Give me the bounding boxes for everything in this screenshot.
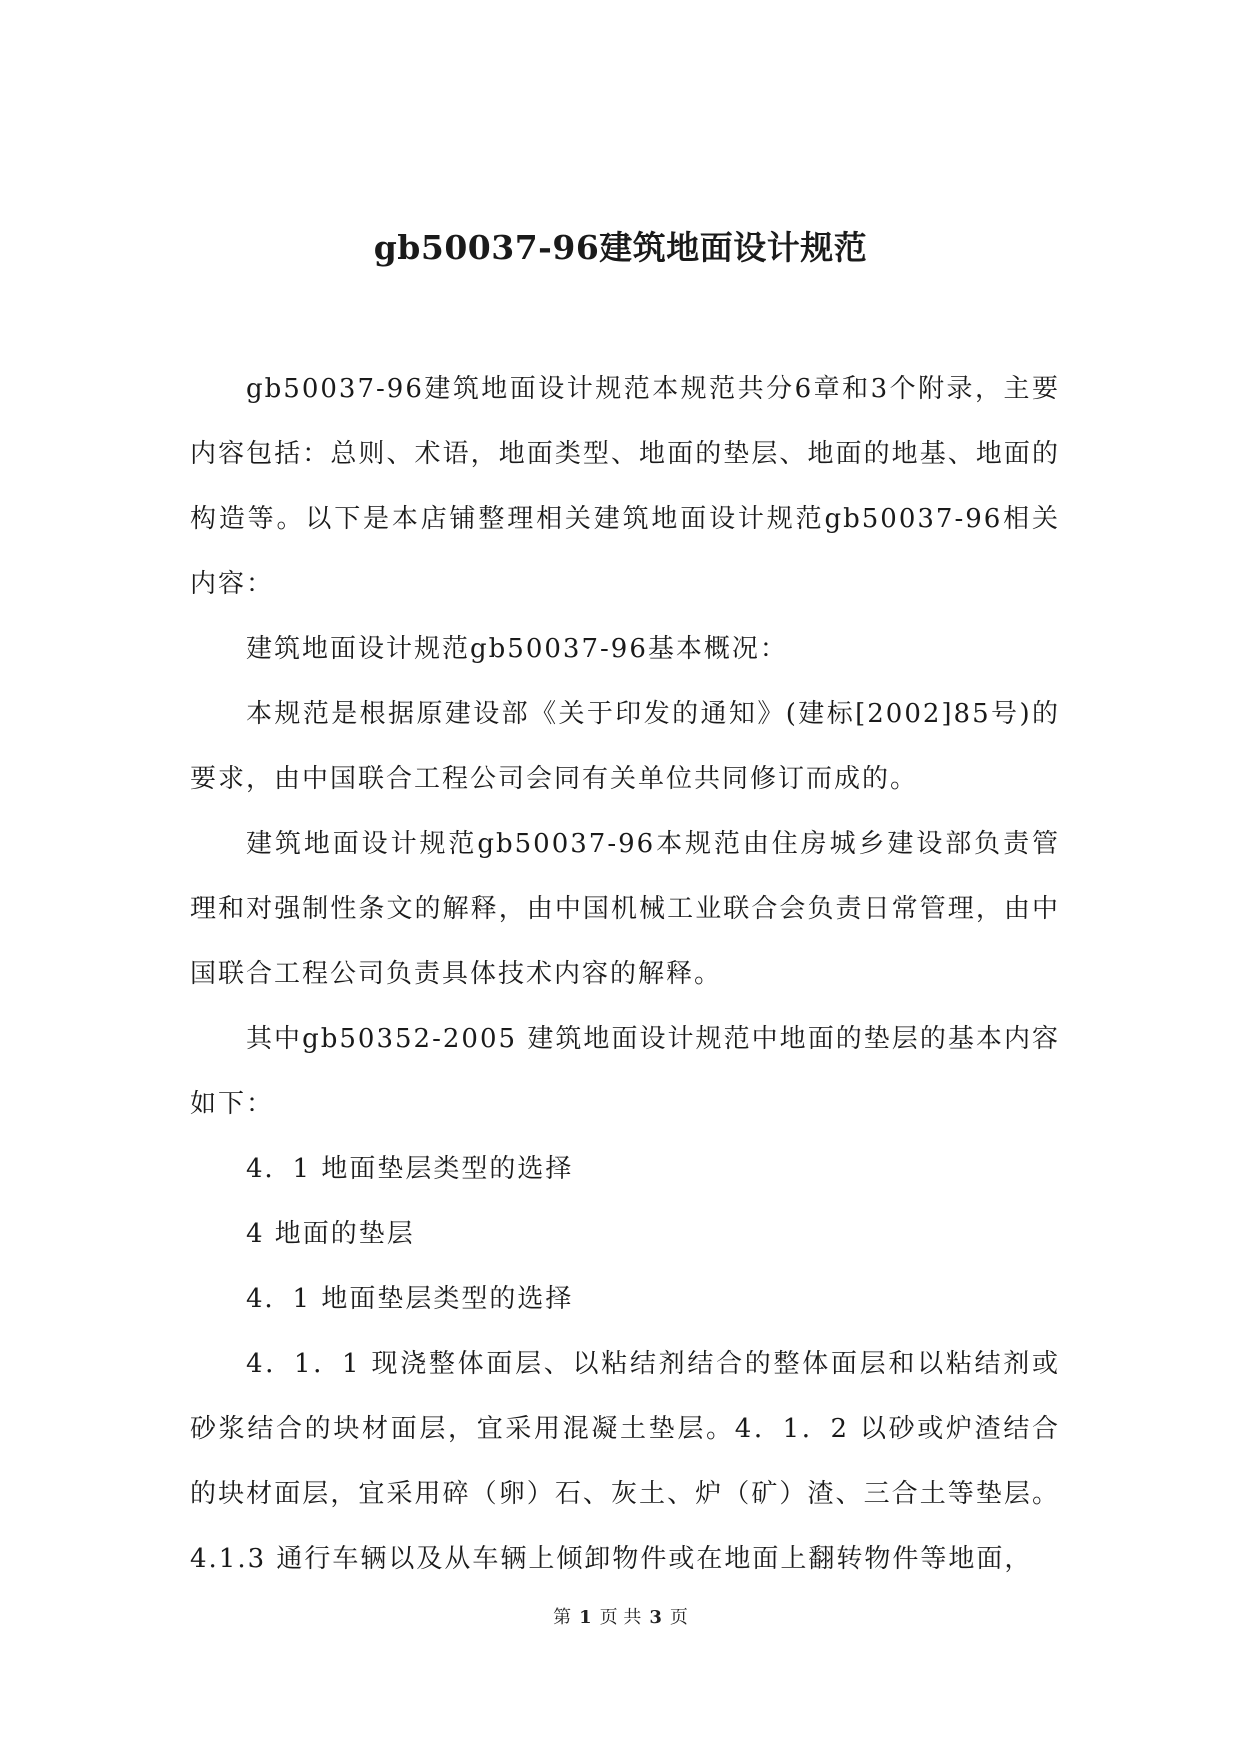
paragraph-intro: gb50037-96建筑地面设计规范本规范共分6章和3个附录，主要内容包括：总则、术语，地面类型、地面的垫层、地面的地基、地面的构造等。以下是本店铺整理相关建筑地面设计规范gb50037-96相关内容： bbox=[190, 374, 1060, 599]
document-body bbox=[190, 357, 1060, 1592]
paragraph-overview-heading: 建筑地面设计规范gb50037-96基本概况： bbox=[246, 634, 788, 664]
footer-prefix: 第 bbox=[553, 1607, 572, 1628]
footer-suffix: 页 bbox=[669, 1607, 688, 1628]
page-footer bbox=[0, 1606, 1241, 1630]
paragraph-management: 建筑地面设计规范gb50037-96本规范由住房城乡建设部负责管理和对强制性条文的解释，由中国机械工业联合会负责日常管理，由中国联合工程公司负责具体技术内容的解释。 bbox=[190, 829, 1060, 989]
paragraph-cushion-intro: 其中gb50352-2005 建筑地面设计规范中地面的垫层的基本内容如下： bbox=[190, 1024, 1060, 1119]
paragraph-clauses-4-1: 4．1．1 现浇整体面层、以粘结剂结合的整体面层和以粘结剂或砂浆结合的块材面层，宜采用混凝土垫层。4．1．2 以砂或炉渣结合的块材面层，宜采用碎（卵）石、灰土、炉（矿）渣、三合土等垫层。4.1.3 通行车辆以及从车辆上倾卸物件或在地面上翻转物件等地面， bbox=[190, 1349, 1060, 1574]
section-heading-4-1: 4．1 地面垫层类型的选择 bbox=[246, 1154, 574, 1184]
section-heading-4-1-repeat: 4．1 地面垫层类型的选择 bbox=[246, 1284, 574, 1314]
footer-total-pages: 3 bbox=[649, 1607, 662, 1628]
footer-current-page: 1 bbox=[579, 1607, 592, 1628]
footer-middle: 页 共 bbox=[599, 1607, 642, 1628]
paragraph-origin: 本规范是根据原建设部《关于印发的通知》(建标[2002]85号)的要求，由中国联合工程公司会同有关单位共同修订而成的。 bbox=[190, 699, 1060, 794]
document-title: gb50037-96建筑地面设计规范 bbox=[373, 228, 868, 267]
chapter-heading-4: 4 地面的垫层 bbox=[246, 1219, 415, 1249]
